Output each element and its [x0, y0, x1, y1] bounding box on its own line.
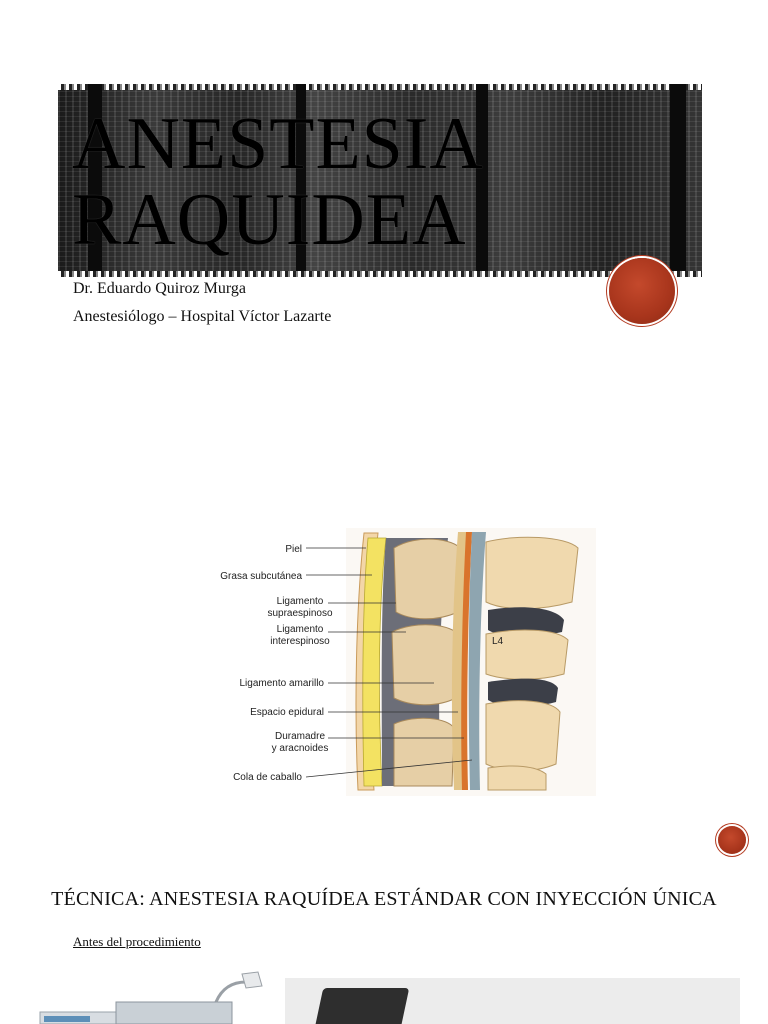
label-duramadre: Duramadre	[274, 731, 326, 742]
label-aracnoides: y aracnoides	[271, 743, 329, 754]
author-role: Anestesiólogo – Hospital Víctor Lazarte	[73, 308, 332, 325]
accent-circle-small	[718, 826, 746, 854]
label-piel: Piel	[285, 544, 302, 555]
accent-circle	[609, 258, 675, 324]
label-ligamento-2: Ligamento	[276, 624, 324, 635]
banner-bottom-edge	[58, 271, 702, 277]
vertebral-body	[486, 537, 578, 609]
label-interespinoso: interespinoso	[270, 636, 330, 647]
title-banner	[58, 84, 702, 277]
spine-anatomy-figure	[196, 528, 596, 796]
spinous-process	[392, 625, 460, 705]
procedure-photo	[285, 978, 740, 1024]
title-line-1: ANESTESIA	[72, 103, 484, 185]
author-name: Dr. Eduardo Quiroz Murga	[73, 280, 246, 297]
vertebral-body	[486, 701, 560, 771]
banner-top-edge	[58, 84, 702, 90]
label-l4: L4	[492, 636, 504, 647]
equipment-arm	[216, 982, 246, 1002]
black-device	[315, 988, 410, 1024]
slide-title	[72, 103, 542, 261]
label-cola-de-caballo: Cola de caballo	[233, 772, 302, 783]
equipment-lamp	[242, 972, 262, 988]
subheading-link: Antes del procedimiento	[73, 934, 201, 949]
banner-stripe	[670, 84, 686, 277]
vertebral-body	[488, 766, 546, 790]
spinous-process	[394, 539, 462, 619]
spinous-process	[394, 718, 454, 786]
label-supraespinoso: supraespinoso	[267, 608, 333, 619]
section-heading: TÉCNICA: ANESTESIA RAQUÍDEA ESTÁNDAR CON INYECCIÓN ÚNICA	[51, 888, 717, 910]
monitor-screen	[44, 1016, 90, 1022]
label-ligamento-amarillo: Ligamento amarillo	[239, 678, 324, 689]
title-line-2: RAQUIDEA	[72, 179, 467, 261]
anesthesia-equipment-image	[36, 968, 276, 1024]
equipment-body	[116, 1002, 232, 1024]
label-ligamento-1: Ligamento	[276, 596, 324, 607]
spine-anatomy-diagram	[196, 528, 596, 796]
label-espacio-epidural: Espacio epidural	[250, 707, 324, 718]
label-grasa-subcutanea: Grasa subcutánea	[220, 571, 302, 582]
